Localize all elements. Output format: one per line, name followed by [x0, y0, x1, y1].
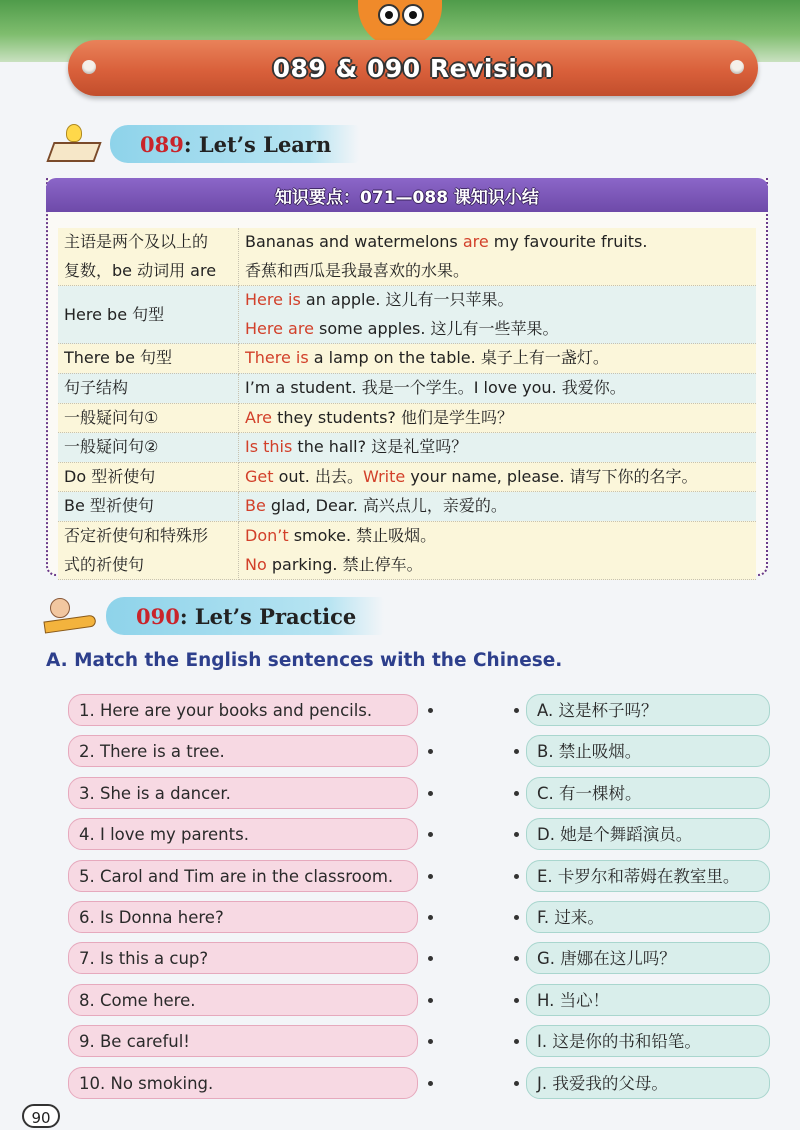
english-sentence: 2. There is a tree.	[68, 735, 418, 767]
learn-section-header	[48, 122, 359, 166]
highlighted-keyword: are	[462, 232, 489, 251]
sentence-pattern	[58, 403, 239, 433]
pattern-text: 复数，be 动词用 are	[64, 260, 217, 280]
pattern-text: 一般疑问句①	[64, 407, 159, 427]
chinese-sentence: I. 这是你的书和铅笔。	[526, 1025, 770, 1057]
exercise-instruction: A. Match the English sentences with the Chinese.	[46, 650, 563, 671]
chinese-sentence: G. 唐娜在这儿吗？	[526, 942, 770, 974]
pattern-text: 一般疑问句②	[64, 437, 159, 457]
sentence-pattern	[58, 228, 239, 286]
table-row	[58, 433, 756, 463]
match-dot-left[interactable]	[428, 1081, 433, 1086]
example-text: some apples. 这儿有一些苹果。	[313, 318, 559, 338]
example-line	[245, 228, 750, 257]
page-title: 089 & 090 Revision	[272, 53, 554, 83]
example-line	[245, 257, 750, 286]
example-line	[245, 463, 750, 492]
example-sentences	[239, 433, 757, 463]
highlighted-keyword: Be	[245, 496, 266, 516]
learn-section-title: : Let’s Learn	[183, 131, 332, 157]
chinese-sentence: A. 这是杯子吗？	[526, 694, 770, 726]
match-dot-right[interactable]	[514, 1039, 519, 1044]
match-dot-left[interactable]	[428, 708, 433, 713]
table-row	[58, 492, 756, 522]
match-dot-left[interactable]	[428, 874, 433, 879]
example-line	[245, 551, 750, 580]
example-line	[245, 433, 750, 462]
pattern-text: Do 型祈使句	[64, 466, 156, 486]
book-lightbulb-icon	[48, 124, 102, 164]
knowledge-table	[58, 228, 756, 580]
highlighted-keyword: Write	[362, 466, 406, 486]
example-text: I’m a student. 我是一个学生。I love you. 我爱你。	[245, 377, 626, 397]
example-text: the hall? 这是礼堂吗？	[292, 437, 468, 457]
match-dot-right[interactable]	[514, 832, 519, 837]
highlighted-keyword: Here are	[245, 318, 314, 338]
match-dot-left[interactable]	[428, 832, 433, 837]
example-sentences	[239, 344, 757, 374]
example-sentences	[239, 403, 757, 433]
english-sentence: 3. She is a dancer.	[68, 777, 418, 809]
sentence-pattern	[58, 521, 239, 579]
example-text: a lamp on the table. 桌子上有一盏灯。	[308, 348, 609, 368]
chinese-sentence: B. 禁止吸烟。	[526, 735, 770, 767]
example-text: my favourite fruits.	[488, 232, 648, 251]
nail-icon	[82, 60, 96, 74]
learn-section-label	[110, 125, 359, 163]
match-dot-left[interactable]	[428, 915, 433, 920]
chinese-sentence: H. 当心！	[526, 984, 770, 1016]
example-text: parking. 禁止停车。	[266, 554, 423, 574]
example-line	[245, 286, 750, 315]
chinese-sentence: J. 我爱我的父母。	[526, 1067, 770, 1099]
match-dot-right[interactable]	[514, 874, 519, 879]
example-sentences	[239, 373, 757, 403]
page-number: 90	[22, 1104, 60, 1128]
highlighted-keyword: Here is	[245, 290, 301, 310]
match-dot-right[interactable]	[514, 998, 519, 1003]
english-sentence: 6. Is Donna here?	[68, 901, 418, 933]
example-text: Bananas and watermelons	[245, 232, 463, 251]
example-line	[245, 522, 750, 551]
practice-section-header	[44, 594, 384, 638]
highlighted-keyword: Are	[245, 407, 273, 427]
example-text: your name, please. 请写下你的名字。	[405, 466, 698, 486]
pattern-text: 句子结构	[64, 377, 129, 397]
table-row	[58, 228, 756, 286]
english-sentence: 5. Carol and Tim are in the classroom.	[68, 860, 418, 892]
match-dot-right[interactable]	[514, 956, 519, 961]
example-sentences	[239, 286, 757, 344]
match-dot-left[interactable]	[428, 749, 433, 754]
practice-section-label	[106, 597, 384, 635]
example-text: out. 出去。	[273, 466, 363, 486]
match-dot-right[interactable]	[514, 915, 519, 920]
highlighted-keyword: There is	[245, 348, 309, 368]
table-row	[58, 462, 756, 492]
chinese-sentence: F. 过来。	[526, 901, 770, 933]
match-dot-right[interactable]	[514, 791, 519, 796]
kid-pencil-icon	[44, 596, 98, 636]
pattern-text: Be 型祈使句	[64, 496, 154, 516]
english-sentence: 10. No smoking.	[68, 1067, 418, 1099]
example-sentences	[239, 521, 757, 579]
table-row	[58, 403, 756, 433]
example-text: smoke. 禁止吸烟。	[288, 525, 437, 545]
chinese-sentence: D. 她是个舞蹈演员。	[526, 818, 770, 850]
match-dot-left[interactable]	[428, 1039, 433, 1044]
match-dot-left[interactable]	[428, 998, 433, 1003]
sentence-pattern	[58, 462, 239, 492]
summary-title: 知识要点：071—088 课知识小结	[46, 178, 768, 212]
sentence-pattern	[58, 492, 239, 522]
english-sentence: 4. I love my parents.	[68, 818, 418, 850]
match-dot-left[interactable]	[428, 791, 433, 796]
english-sentence: 8. Come here.	[68, 984, 418, 1016]
table-row	[58, 286, 756, 344]
highlighted-keyword: Get	[245, 466, 274, 486]
english-sentence: 1. Here are your books and pencils.	[68, 694, 418, 726]
mascot-eye	[402, 4, 424, 26]
example-line	[245, 315, 750, 344]
english-sentence: 7. Is this a cup?	[68, 942, 418, 974]
example-sentences	[239, 228, 757, 286]
example-text: 香蕉和西瓜是我最喜欢的水果。	[245, 260, 470, 280]
english-sentence: 9. Be careful!	[68, 1025, 418, 1057]
example-line	[245, 404, 750, 433]
example-text: they students? 他们是学生吗？	[272, 407, 513, 427]
sentence-pattern	[58, 373, 239, 403]
sentence-pattern	[58, 286, 239, 344]
pattern-text: 式的祈使句	[64, 554, 145, 574]
highlighted-keyword: No	[245, 554, 267, 574]
pattern-text: Here be 句型	[64, 305, 165, 325]
mascot-eye	[378, 4, 400, 26]
highlighted-keyword: Don’t	[245, 525, 289, 545]
example-line	[245, 492, 750, 521]
practice-section-number: 090	[136, 603, 180, 629]
match-dot-right[interactable]	[514, 749, 519, 754]
highlighted-keyword: Is this	[245, 437, 293, 457]
table-row	[58, 373, 756, 403]
pattern-text: 否定祈使句和特殊形	[64, 525, 209, 545]
sentence-pattern	[58, 433, 239, 463]
practice-section-title: : Let’s Practice	[179, 603, 357, 629]
example-sentences	[239, 492, 757, 522]
pattern-text: 主语是两个及以上的	[64, 232, 209, 251]
match-dot-right[interactable]	[514, 1081, 519, 1086]
chinese-sentence: E. 卡罗尔和蒂姆在教室里。	[526, 860, 770, 892]
example-text: glad, Dear. 高兴点儿，亲爱的。	[265, 496, 507, 516]
title-banner	[68, 40, 758, 96]
table-row	[58, 521, 756, 579]
example-line	[245, 374, 750, 403]
example-line	[245, 344, 750, 373]
nail-icon	[730, 60, 744, 74]
match-dot-right[interactable]	[514, 708, 519, 713]
sentence-pattern	[58, 344, 239, 374]
chinese-sentence: C. 有一棵树。	[526, 777, 770, 809]
learn-section-number: 089	[140, 131, 184, 157]
pattern-text: There be 句型	[64, 348, 173, 368]
match-dot-left[interactable]	[428, 956, 433, 961]
table-row	[58, 344, 756, 374]
example-text: an apple. 这儿有一只苹果。	[300, 290, 514, 310]
example-sentences	[239, 462, 757, 492]
